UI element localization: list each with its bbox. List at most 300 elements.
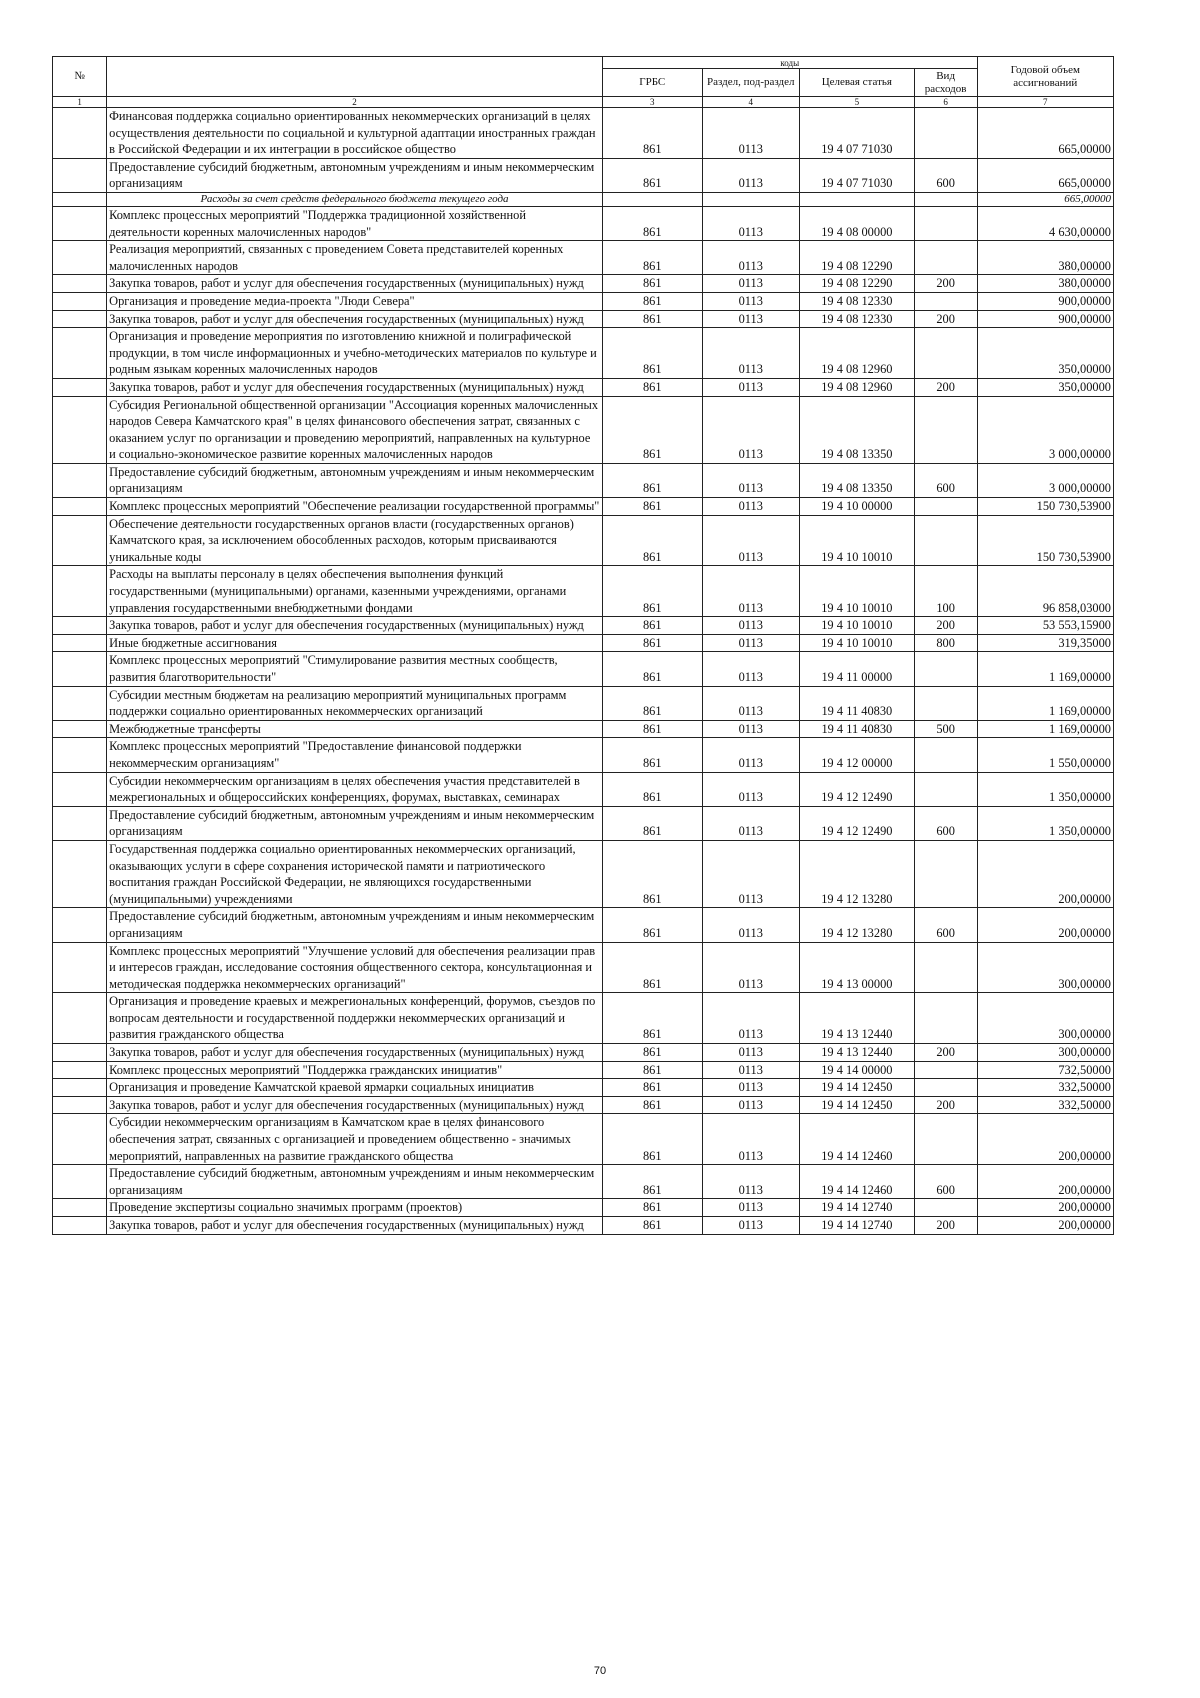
grbs-cell: 861: [602, 806, 702, 840]
target-article-cell: 19 4 11 40830: [799, 686, 914, 720]
colnum-5: 5: [799, 97, 914, 108]
grbs-cell: 861: [602, 241, 702, 275]
expense-kind-cell: [914, 241, 977, 275]
note-row: [53, 192, 1114, 206]
description-cell: Субсидия Региональной общественной организации "Ассоциация коренных малочисленных народов Севера Камчатского края" в целях финансового обеспечения затрат, связанных с оказанием услуг по организации и проведению мероприятий, направленных на культурное и социально-экономическое развитие коренных малочисленных народов: [107, 396, 603, 463]
expense-kind-cell: 200: [914, 1217, 977, 1235]
target-article-cell: 19 4 12 00000: [799, 738, 914, 772]
description-cell: Государственная поддержка социально ориентированных некоммерческих организаций, оказывающих услуги в сфере сохранения исторической памяти и патриотического воспитания граждан Российской Федерации, не являющихся государственными (муниципальными) учреждениями: [107, 840, 603, 907]
header-section: Раздел, под-раздел: [702, 69, 799, 97]
table-body: [53, 108, 1114, 1235]
description-cell: Иные бюджетные ассигнования: [107, 634, 603, 652]
colnum-1: 1: [53, 97, 107, 108]
section-cell: 0113: [702, 292, 799, 310]
row-num-cell: [53, 634, 107, 652]
amount-cell: 332,50000: [977, 1079, 1113, 1097]
section-cell: 0113: [702, 108, 799, 159]
description-cell: Закупка товаров, работ и услуг для обеспечения государственных (муниципальных) нужд: [107, 310, 603, 328]
grbs-cell: 861: [602, 1061, 702, 1079]
section-cell: 0113: [702, 1217, 799, 1235]
colnum-6: 6: [914, 97, 977, 108]
table-row: [53, 1114, 1114, 1165]
expense-kind-cell: [914, 396, 977, 463]
section-cell: 0113: [702, 328, 799, 379]
section-cell: 0113: [702, 566, 799, 617]
table-row: [53, 566, 1114, 617]
row-num-cell: [53, 652, 107, 686]
expense-kind-cell: [914, 515, 977, 566]
target-article-cell: 19 4 14 12740: [799, 1217, 914, 1235]
section-cell: 0113: [702, 1061, 799, 1079]
expense-kind-cell: 500: [914, 720, 977, 738]
section-cell: 0113: [702, 652, 799, 686]
section-cell: 0113: [702, 310, 799, 328]
row-num-cell: [53, 1165, 107, 1199]
description-cell: Расходы за счет средств федерального бюджета текущего года: [107, 192, 603, 206]
header-grbs: ГРБС: [602, 69, 702, 97]
section-cell: 0113: [702, 772, 799, 806]
table-row: [53, 634, 1114, 652]
grbs-cell: 861: [602, 1079, 702, 1097]
grbs-cell: 861: [602, 1114, 702, 1165]
amount-cell: 1 169,00000: [977, 686, 1113, 720]
description-cell: Предоставление субсидий бюджетным, автономным учреждениям и иным некоммерческим организациям: [107, 1165, 603, 1199]
grbs-cell: 861: [602, 686, 702, 720]
table-row: [53, 396, 1114, 463]
row-num-cell: [53, 378, 107, 396]
table-row: [53, 328, 1114, 379]
table-row: [53, 686, 1114, 720]
target-article-cell: 19 4 14 12450: [799, 1096, 914, 1114]
budget-allocation-table: [52, 56, 1114, 1235]
amount-cell: 665,00000: [977, 108, 1113, 159]
grbs-cell: 861: [602, 378, 702, 396]
amount-cell: 3 000,00000: [977, 463, 1113, 497]
description-cell: Организация и проведение Камчатской краевой ярмарки социальных инициатив: [107, 1079, 603, 1097]
amount-cell: 350,00000: [977, 328, 1113, 379]
target-article-cell: 19 4 13 12440: [799, 993, 914, 1044]
amount-cell: 53 553,15900: [977, 617, 1113, 635]
section-cell: 0113: [702, 396, 799, 463]
expense-kind-cell: [914, 1199, 977, 1217]
page-number: 70: [593, 1665, 607, 1677]
row-num-cell: [53, 1096, 107, 1114]
description-cell: Расходы на выплаты персоналу в целях обеспечения выполнения функций государственными (муниципальными) органами, казенными учреждениями, органами управления государственными внебюджетными фондами: [107, 566, 603, 617]
expense-kind-cell: 800: [914, 634, 977, 652]
description-cell: Комплекс процессных мероприятий "Обеспечение реализации государственной программы": [107, 498, 603, 516]
row-num-cell: [53, 192, 107, 206]
row-num-cell: [53, 108, 107, 159]
header-description: [107, 57, 603, 97]
amount-cell: 350,00000: [977, 378, 1113, 396]
target-article-cell: [799, 192, 914, 206]
section-cell: 0113: [702, 463, 799, 497]
table-row: [53, 617, 1114, 635]
table-row: [53, 292, 1114, 310]
expense-kind-cell: [914, 840, 977, 907]
grbs-cell: 861: [602, 1199, 702, 1217]
target-article-cell: 19 4 08 12290: [799, 241, 914, 275]
description-cell: Организация и проведение краевых и межрегиональных конференций, форумов, съездов по вопросам деятельности и государственной поддержки некоммерческих организаций и развития гражданского общества: [107, 993, 603, 1044]
table-row: [53, 275, 1114, 293]
section-cell: 0113: [702, 617, 799, 635]
target-article-cell: 19 4 12 13280: [799, 908, 914, 942]
table-row: [53, 1061, 1114, 1079]
table-row: [53, 206, 1114, 240]
grbs-cell: 861: [602, 908, 702, 942]
table-row: [53, 908, 1114, 942]
target-article-cell: 19 4 08 12960: [799, 378, 914, 396]
description-cell: Финансовая поддержка социально ориентированных некоммерческих организаций в целях осуществления деятельности по социальной и культурной адаптации иностранных граждан в Российской Федерации и их интеграции в российское общество: [107, 108, 603, 159]
amount-cell: 1 350,00000: [977, 806, 1113, 840]
target-article-cell: 19 4 12 12490: [799, 806, 914, 840]
row-num-cell: [53, 566, 107, 617]
section-cell: 0113: [702, 720, 799, 738]
table-row: [53, 1199, 1114, 1217]
table-row: [53, 1044, 1114, 1062]
amount-cell: 200,00000: [977, 840, 1113, 907]
section-cell: 0113: [702, 515, 799, 566]
row-num-cell: [53, 617, 107, 635]
amount-cell: 380,00000: [977, 241, 1113, 275]
target-article-cell: 19 4 07 71030: [799, 158, 914, 192]
amount-cell: 900,00000: [977, 310, 1113, 328]
section-cell: 0113: [702, 206, 799, 240]
target-article-cell: 19 4 14 12740: [799, 1199, 914, 1217]
table-row: [53, 515, 1114, 566]
table-row: [53, 498, 1114, 516]
table-row: [53, 378, 1114, 396]
section-cell: 0113: [702, 378, 799, 396]
table-row: [53, 738, 1114, 772]
amount-cell: 300,00000: [977, 942, 1113, 993]
header-kind: Вид расходов: [914, 69, 977, 97]
expense-kind-cell: [914, 498, 977, 516]
row-num-cell: [53, 686, 107, 720]
grbs-cell: 861: [602, 634, 702, 652]
expense-kind-cell: [914, 1114, 977, 1165]
section-cell: 0113: [702, 275, 799, 293]
description-cell: Организация и проведение медиа-проекта "Люди Севера": [107, 292, 603, 310]
header-num: №: [53, 57, 107, 97]
amount-cell: 200,00000: [977, 1199, 1113, 1217]
grbs-cell: 861: [602, 275, 702, 293]
row-num-cell: [53, 396, 107, 463]
grbs-cell: 861: [602, 652, 702, 686]
description-cell: Субсидии некоммерческим организациям в Камчатском крае в целях финансового обеспечения затрат, связанных с организацией и проведением общественно - значимых мероприятий, направленных на развитие гражданского общества: [107, 1114, 603, 1165]
row-num-cell: [53, 1199, 107, 1217]
description-cell: Предоставление субсидий бюджетным, автономным учреждениям и иным некоммерческим организациям: [107, 158, 603, 192]
description-cell: Закупка товаров, работ и услуг для обеспечения государственных (муниципальных) нужд: [107, 1096, 603, 1114]
expense-kind-cell: 200: [914, 378, 977, 396]
table-header: [53, 57, 1114, 108]
grbs-cell: 861: [602, 515, 702, 566]
description-cell: Обеспечение деятельности государственных органов власти (государственных органов) Камчатского края, за исключением обособленных расходов, которым присваиваются уникальные коды: [107, 515, 603, 566]
row-num-cell: [53, 498, 107, 516]
grbs-cell: 861: [602, 396, 702, 463]
row-num-cell: [53, 840, 107, 907]
description-cell: Комплекс процессных мероприятий "Поддержка гражданских инициатив": [107, 1061, 603, 1079]
target-article-cell: 19 4 10 10010: [799, 634, 914, 652]
row-num-cell: [53, 1079, 107, 1097]
amount-cell: 1 169,00000: [977, 720, 1113, 738]
target-article-cell: 19 4 12 13280: [799, 840, 914, 907]
row-num-cell: [53, 1217, 107, 1235]
target-article-cell: 19 4 08 13350: [799, 463, 914, 497]
row-num-cell: [53, 275, 107, 293]
table-row: [53, 108, 1114, 159]
expense-kind-cell: [914, 192, 977, 206]
grbs-cell: 861: [602, 1217, 702, 1235]
amount-cell: 665,00000: [977, 192, 1113, 206]
row-num-cell: [53, 515, 107, 566]
target-article-cell: 19 4 14 12460: [799, 1165, 914, 1199]
description-cell: Закупка товаров, работ и услуг для обеспечения государственных (муниципальных) нужд: [107, 1217, 603, 1235]
description-cell: Проведение экспертизы социально значимых программ (проектов): [107, 1199, 603, 1217]
table-row: [53, 463, 1114, 497]
description-cell: Организация и проведение мероприятия по изготовлению книжной и полиграфической продукции, в том числе информационных и учебно-методических материалов по культуре и родным языкам коренных малочисленных народов: [107, 328, 603, 379]
table-row: [53, 720, 1114, 738]
description-cell: Предоставление субсидий бюджетным, автономным учреждениям и иным некоммерческим организациям: [107, 463, 603, 497]
header-target: Целевая статья: [799, 69, 914, 97]
expense-kind-cell: [914, 108, 977, 159]
expense-kind-cell: 200: [914, 310, 977, 328]
target-article-cell: 19 4 07 71030: [799, 108, 914, 159]
description-cell: Закупка товаров, работ и услуг для обеспечения государственных (муниципальных) нужд: [107, 275, 603, 293]
expense-kind-cell: 200: [914, 275, 977, 293]
description-cell: Предоставление субсидий бюджетным, автономным учреждениям и иным некоммерческим организациям: [107, 806, 603, 840]
table-row: [53, 158, 1114, 192]
expense-kind-cell: 600: [914, 908, 977, 942]
expense-kind-cell: [914, 328, 977, 379]
table-row: [53, 806, 1114, 840]
grbs-cell: 861: [602, 1165, 702, 1199]
description-cell: Предоставление субсидий бюджетным, автономным учреждениям и иным некоммерческим организациям: [107, 908, 603, 942]
target-article-cell: 19 4 08 12960: [799, 328, 914, 379]
budget-table-sheet: [52, 56, 1114, 1235]
target-article-cell: 19 4 10 00000: [799, 498, 914, 516]
target-article-cell: 19 4 12 12490: [799, 772, 914, 806]
target-article-cell: 19 4 13 00000: [799, 942, 914, 993]
grbs-cell: 861: [602, 1044, 702, 1062]
table-row: [53, 1165, 1114, 1199]
expense-kind-cell: [914, 206, 977, 240]
grbs-cell: 861: [602, 310, 702, 328]
section-cell: 0113: [702, 1096, 799, 1114]
amount-cell: 150 730,53900: [977, 498, 1113, 516]
description-cell: Комплекс процессных мероприятий "Поддержка традиционной хозяйственной деятельности коренных малочисленных народов": [107, 206, 603, 240]
section-cell: 0113: [702, 158, 799, 192]
row-num-cell: [53, 738, 107, 772]
grbs-cell: 861: [602, 498, 702, 516]
amount-cell: 200,00000: [977, 1165, 1113, 1199]
expense-kind-cell: 200: [914, 617, 977, 635]
section-cell: 0113: [702, 908, 799, 942]
target-article-cell: 19 4 14 12450: [799, 1079, 914, 1097]
grbs-cell: 861: [602, 108, 702, 159]
grbs-cell: 861: [602, 463, 702, 497]
expense-kind-cell: [914, 652, 977, 686]
target-article-cell: 19 4 08 00000: [799, 206, 914, 240]
section-cell: 0113: [702, 1114, 799, 1165]
amount-cell: 380,00000: [977, 275, 1113, 293]
column-numbers-row: [53, 97, 1114, 108]
section-cell: 0113: [702, 686, 799, 720]
row-num-cell: [53, 1114, 107, 1165]
expense-kind-cell: [914, 1061, 977, 1079]
expense-kind-cell: 600: [914, 1165, 977, 1199]
amount-cell: 3 000,00000: [977, 396, 1113, 463]
grbs-cell: 861: [602, 617, 702, 635]
target-article-cell: 19 4 08 12330: [799, 310, 914, 328]
amount-cell: 1 550,00000: [977, 738, 1113, 772]
description-cell: Закупка товаров, работ и услуг для обеспечения государственных (муниципальных) нужд: [107, 1044, 603, 1062]
row-num-cell: [53, 993, 107, 1044]
colnum-4: 4: [702, 97, 799, 108]
expense-kind-cell: 200: [914, 1096, 977, 1114]
expense-kind-cell: 200: [914, 1044, 977, 1062]
description-cell: Межбюджетные трансферты: [107, 720, 603, 738]
amount-cell: 900,00000: [977, 292, 1113, 310]
expense-kind-cell: 600: [914, 158, 977, 192]
section-cell: 0113: [702, 993, 799, 1044]
amount-cell: 150 730,53900: [977, 515, 1113, 566]
row-num-cell: [53, 292, 107, 310]
amount-cell: 300,00000: [977, 1044, 1113, 1062]
expense-kind-cell: [914, 993, 977, 1044]
row-num-cell: [53, 158, 107, 192]
row-num-cell: [53, 310, 107, 328]
grbs-cell: 861: [602, 566, 702, 617]
table-row: [53, 840, 1114, 907]
grbs-cell: 861: [602, 206, 702, 240]
expense-kind-cell: [914, 942, 977, 993]
description-cell: Закупка товаров, работ и услуг для обеспечения государственных (муниципальных) нужд: [107, 378, 603, 396]
target-article-cell: 19 4 11 00000: [799, 652, 914, 686]
grbs-cell: 861: [602, 292, 702, 310]
expense-kind-cell: 600: [914, 463, 977, 497]
target-article-cell: 19 4 14 00000: [799, 1061, 914, 1079]
header-annual: Годовой объем ассигнований: [977, 57, 1113, 97]
target-article-cell: 19 4 11 40830: [799, 720, 914, 738]
amount-cell: 1 350,00000: [977, 772, 1113, 806]
amount-cell: 319,35000: [977, 634, 1113, 652]
section-cell: 0113: [702, 241, 799, 275]
table-row: [53, 993, 1114, 1044]
table-row: [53, 652, 1114, 686]
row-num-cell: [53, 241, 107, 275]
amount-cell: 332,50000: [977, 1096, 1113, 1114]
expense-kind-cell: 600: [914, 806, 977, 840]
target-article-cell: 19 4 10 10010: [799, 515, 914, 566]
expense-kind-cell: [914, 292, 977, 310]
target-article-cell: 19 4 14 12460: [799, 1114, 914, 1165]
description-cell: Субсидии некоммерческим организациям в целях обеспечения участия представителей в межрегиональных и общероссийских конференциях, форумах, выставках, семинарах: [107, 772, 603, 806]
amount-cell: 200,00000: [977, 908, 1113, 942]
grbs-cell: 861: [602, 993, 702, 1044]
table-row: [53, 1079, 1114, 1097]
section-cell: 0113: [702, 840, 799, 907]
description-cell: Субсидии местным бюджетам на реализацию мероприятий муниципальных программ поддержки социально ориентированных некоммерческих организаций: [107, 686, 603, 720]
section-cell: 0113: [702, 1165, 799, 1199]
grbs-cell: 861: [602, 840, 702, 907]
table-row: [53, 772, 1114, 806]
target-article-cell: 19 4 08 12290: [799, 275, 914, 293]
expense-kind-cell: 100: [914, 566, 977, 617]
grbs-cell: [602, 192, 702, 206]
grbs-cell: 861: [602, 1096, 702, 1114]
row-num-cell: [53, 328, 107, 379]
section-cell: 0113: [702, 806, 799, 840]
expense-kind-cell: [914, 686, 977, 720]
colnum-2: 2: [107, 97, 603, 108]
section-cell: 0113: [702, 1044, 799, 1062]
amount-cell: 96 858,03000: [977, 566, 1113, 617]
description-cell: Реализация мероприятий, связанных с проведением Совета представителей коренных малочисленных народов: [107, 241, 603, 275]
row-num-cell: [53, 1061, 107, 1079]
description-cell: Комплекс процессных мероприятий "Предоставление финансовой поддержки некоммерческим организациям": [107, 738, 603, 772]
description-cell: Комплекс процессных мероприятий "Стимулирование развития местных сообществ, развития благотворительности": [107, 652, 603, 686]
header-codes: коды: [602, 57, 977, 69]
row-num-cell: [53, 772, 107, 806]
grbs-cell: 861: [602, 942, 702, 993]
target-article-cell: 19 4 10 10010: [799, 566, 914, 617]
description-cell: Комплекс процессных мероприятий "Улучшение условий для обеспечения реализации прав и интересов граждан, исследование состояния общественного сектора, консультационная и методическая поддержка некоммерческих организаций": [107, 942, 603, 993]
grbs-cell: 861: [602, 738, 702, 772]
row-num-cell: [53, 720, 107, 738]
grbs-cell: 861: [602, 328, 702, 379]
grbs-cell: 861: [602, 720, 702, 738]
section-cell: 0113: [702, 1199, 799, 1217]
section-cell: [702, 192, 799, 206]
description-cell: Закупка товаров, работ и услуг для обеспечения государственных (муниципальных) нужд: [107, 617, 603, 635]
amount-cell: 732,50000: [977, 1061, 1113, 1079]
amount-cell: 665,00000: [977, 158, 1113, 192]
expense-kind-cell: [914, 772, 977, 806]
grbs-cell: 861: [602, 772, 702, 806]
row-num-cell: [53, 206, 107, 240]
row-num-cell: [53, 806, 107, 840]
amount-cell: 300,00000: [977, 993, 1113, 1044]
expense-kind-cell: [914, 1079, 977, 1097]
expense-kind-cell: [914, 738, 977, 772]
row-num-cell: [53, 942, 107, 993]
section-cell: 0113: [702, 942, 799, 993]
target-article-cell: 19 4 13 12440: [799, 1044, 914, 1062]
row-num-cell: [53, 908, 107, 942]
section-cell: 0113: [702, 738, 799, 772]
table-row: [53, 310, 1114, 328]
row-num-cell: [53, 463, 107, 497]
colnum-3: 3: [602, 97, 702, 108]
amount-cell: 200,00000: [977, 1217, 1113, 1235]
row-num-cell: [53, 1044, 107, 1062]
grbs-cell: 861: [602, 158, 702, 192]
amount-cell: 200,00000: [977, 1114, 1113, 1165]
amount-cell: 4 630,00000: [977, 206, 1113, 240]
target-article-cell: 19 4 10 10010: [799, 617, 914, 635]
table-row: [53, 1096, 1114, 1114]
section-cell: 0113: [702, 498, 799, 516]
section-cell: 0113: [702, 1079, 799, 1097]
table-row: [53, 1217, 1114, 1235]
table-row: [53, 241, 1114, 275]
section-cell: 0113: [702, 634, 799, 652]
target-article-cell: 19 4 08 12330: [799, 292, 914, 310]
colnum-7: 7: [977, 97, 1113, 108]
amount-cell: 1 169,00000: [977, 652, 1113, 686]
table-row: [53, 942, 1114, 993]
